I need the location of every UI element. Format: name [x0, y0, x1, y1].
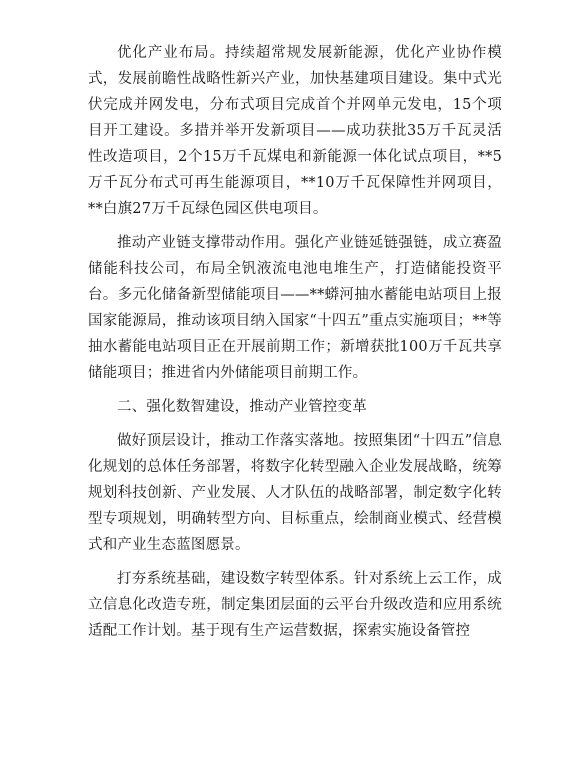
paragraph-industry-chain: 推动产业链支撑带动作用。强化产业链延链强链，成立赛盈储能科技公司，布局全钒液流电池电堆生产，打造储能投资平台。多元化储备新型储能项目——**蟒河抽水蓄能电站项目上报国家能源局，推动该项目纳入国家“十四五”重点实施项目；**等抽水蓄能电站项目正在开展前期工作；新增获批100万千瓦共享储能项目；推进省内外储能项目前期工作。 [88, 235, 502, 381]
section-heading-digital: 二、强化数智建设，推动产业管控变革 [117, 399, 367, 415]
paragraph-top-level-design: 做好顶层设计，推动工作落实落地。按照集团“十四五”信息化规划的总体任务部署，将数字化转型融入企业发展战略，统筹规划科技创新、产业发展、人才队伍的战略部署，制定数字化转型专项规划，明确转型方向、目标重点，绘制商业模式、经营模式和产业生态蓝图愿景。 [88, 433, 502, 553]
document-page [88, 40, 502, 652]
paragraph-industry-layout: 优化产业布局。持续超常规发展新能源，优化产业协作模式，发展前瞻性战略性新兴产业，加快基建项目建设。集中式光伏完成并网发电，分布式项目完成首个并网单元发电，15个项目开工建设。多措并举开发新项目——成功获批35万千瓦灵活性改造项目，2个15万千瓦煤电和新能源一体化试点项目，**5万千瓦分布式可再生能源项目，**10万千瓦保障性并网项目，**白旗27万千瓦绿色园区供电项目。 [88, 45, 502, 217]
paragraph-system-foundation: 打夯系统基础，建设数字转型体系。针对系统上云工作，成立信息化改造专班，制定集团层面的云平台升级改造和应用系统适配工作计划。基于现有生产运营数据，探索实施设备管控 [88, 571, 502, 639]
